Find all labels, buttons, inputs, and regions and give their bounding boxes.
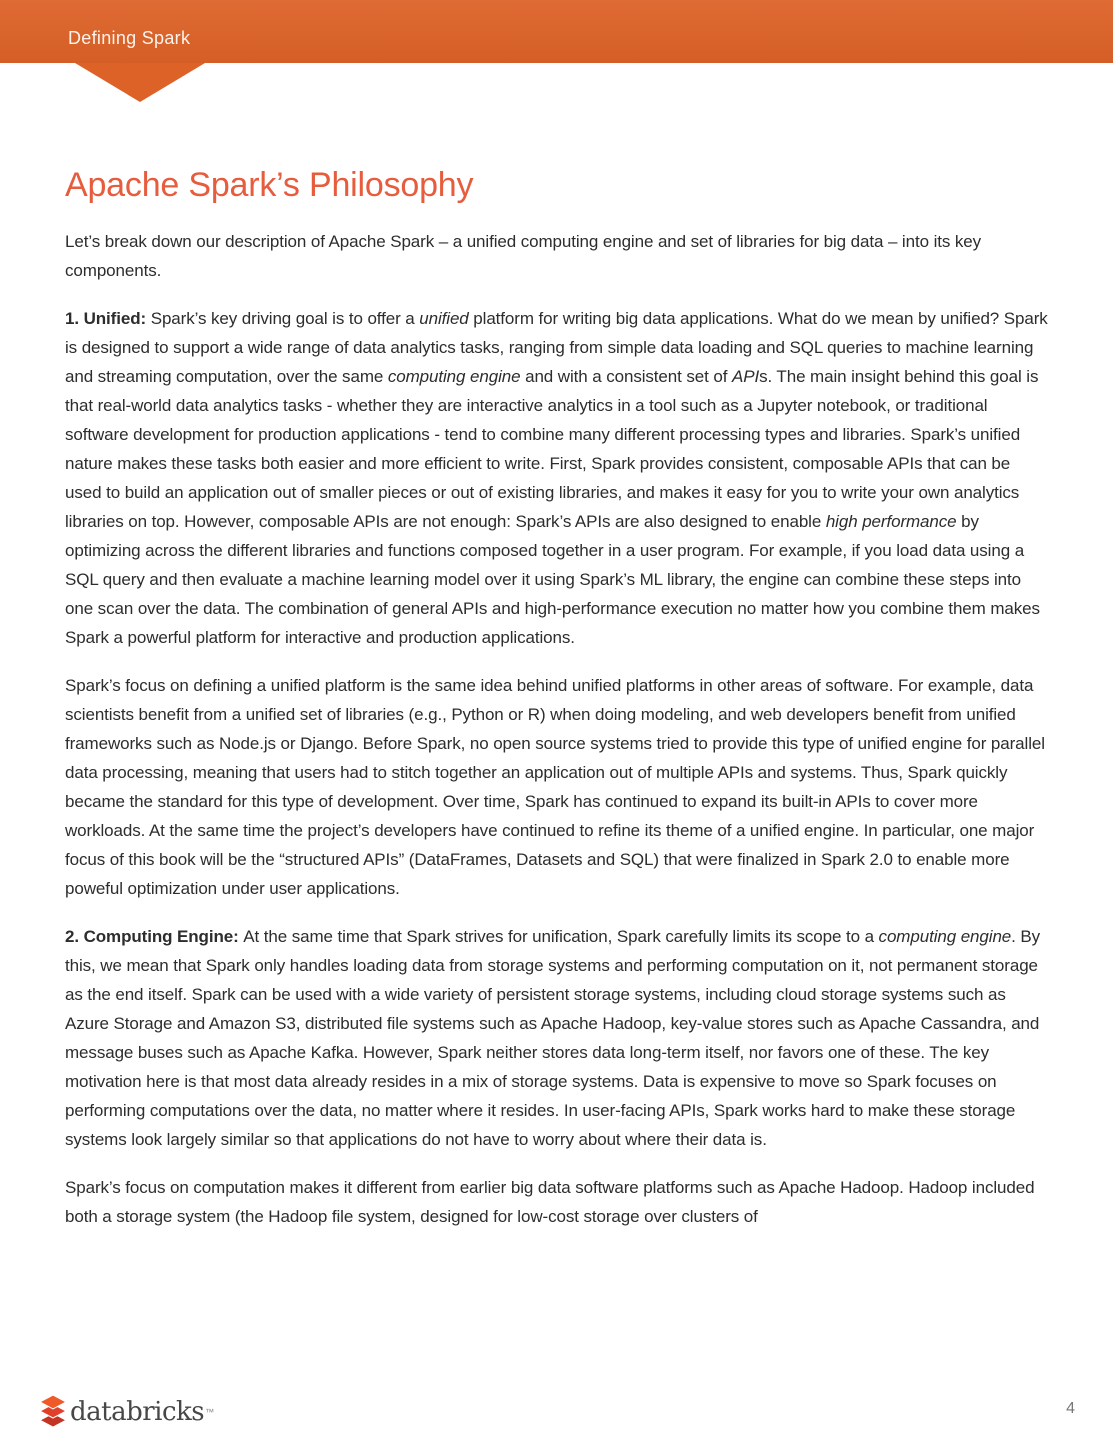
- text-segment: Spark’s key driving goal is to offer a: [150, 309, 420, 328]
- page-content: [0, 63, 1113, 1250]
- text-segment: At the same time that Spark strives for unification, Spark carefully limits its scope to a: [243, 927, 879, 946]
- paragraph: [65, 304, 1048, 652]
- paragraph: [65, 1173, 1048, 1231]
- text-segment: Spark’s focus on computation makes it different from earlier big data software platforms such as Apache Hadoop. Hadoop included both a storage system (the Hadoop file system, designed for low-cost storage over clusters of: [65, 1178, 1035, 1226]
- text-segment: s. The main insight behind this goal is that real-world data analytics tasks - whether they are interactive analytics in a tool such as a Jupyter notebook, or traditional software development for production applications - tend to combine many different processing types and libraries. Spark’s unified nature makes these tasks both easier and more efficient to write. First, Spark provides consistent, composable APIs that can be used to build an application out of smaller pieces or out of existing libraries, and makes it easy for you to write your own analytics libraries on top. However, composable APIs are not enough: Spark’s APIs are also designed to enable: [65, 367, 1039, 531]
- page-number: 4: [1066, 1400, 1075, 1417]
- text-segment: . By this, we mean that Spark only handles loading data from storage systems and performing computation on it, not permanent storage as the end itself. Spark can be used with a wide variety of persistent storage systems, including cloud storage systems such as Azure Storage and Amazon S3, distributed file systems such as Apache Hadoop, key-value stores such as Apache Cassandra, and message buses such as Apache Kafka. However, Spark neither stores data long-term itself, nor favors one of these. The key motivation here is that most data already resides in a mix of storage systems. Data is expensive to move so Spark focuses on performing computations over the data, no matter where it resides. In user-facing APIs, Spark works hard to make these storage systems look largely similar so that applications do not have to worry about where their data is.: [65, 927, 1041, 1149]
- databricks-logo: [40, 1395, 214, 1428]
- text-segment: computing engine: [387, 367, 521, 386]
- text-segment: and with a consistent set of: [520, 367, 732, 386]
- paragraph: [65, 922, 1048, 1154]
- text-segment: platform for writing big data applications. What do we mean by unified? Spark is designed to support a wide range of data analytics tasks, ranging from simple data loading and SQL queries to machine learning and streaming computation, over the same: [65, 309, 1048, 386]
- text-segment: 2. Computing Engine:: [65, 927, 244, 946]
- text-segment: by optimizing across the different libraries and functions composed together in a user program. For example, if you load data using a SQL query and then evaluate a machine learning model over it using Spark’s ML library, the engine can combine these steps into one scan over the data. The combination of general APIs and high-performance execution no matter how you combine them makes Spark a powerful platform for interactive and production applications.: [65, 512, 1040, 647]
- databricks-bricks-icon: [40, 1395, 66, 1428]
- text-segment: high performance: [825, 512, 957, 531]
- text-segment: Let’s break down our description of Apache Spark – a unified computing engine and set of libraries for big data – into its key components.: [65, 232, 982, 280]
- page-footer: [0, 1380, 1113, 1440]
- page-header-banner: [0, 0, 1113, 63]
- text-segment: Spark’s focus on defining a unified platform is the same idea behind unified platforms in other areas of software. For example, data scientists benefit from a unified set of libraries (e.g., Python or R) when doing modeling, and web developers benefit from unified frameworks such as Node.js or Django. Before Spark, no open source systems tried to provide this type of unified engine for parallel data processing, meaning that users had to stitch together an application out of multiple APIs and systems. Thus, Spark quickly became the standard for this type of development. Over time, Spark has continued to expand its built-in APIs to cover more workloads. At the same time the project’s developers have continued to refine its theme of a unified engine. In particular, one major focus of this book will be the “structured APIs” (DataFrames, Datasets and SQL) that were finalized in Spark 2.0 to enable more poweful optimization under user applications.: [65, 676, 1045, 898]
- trademark-symbol: ™: [205, 1406, 215, 1417]
- text-segment: unified: [419, 309, 469, 328]
- section-label: Defining Spark: [68, 28, 191, 48]
- page-title: Apache Spark’s Philosophy: [65, 166, 474, 204]
- text-segment: 1. Unified:: [65, 309, 151, 328]
- text-segment: computing engine: [878, 927, 1012, 946]
- text-segment: API: [731, 367, 760, 386]
- databricks-wordmark: databricks: [70, 1396, 205, 1427]
- article-body: [65, 227, 1048, 1231]
- paragraph: [65, 227, 1048, 285]
- paragraph: [65, 671, 1048, 903]
